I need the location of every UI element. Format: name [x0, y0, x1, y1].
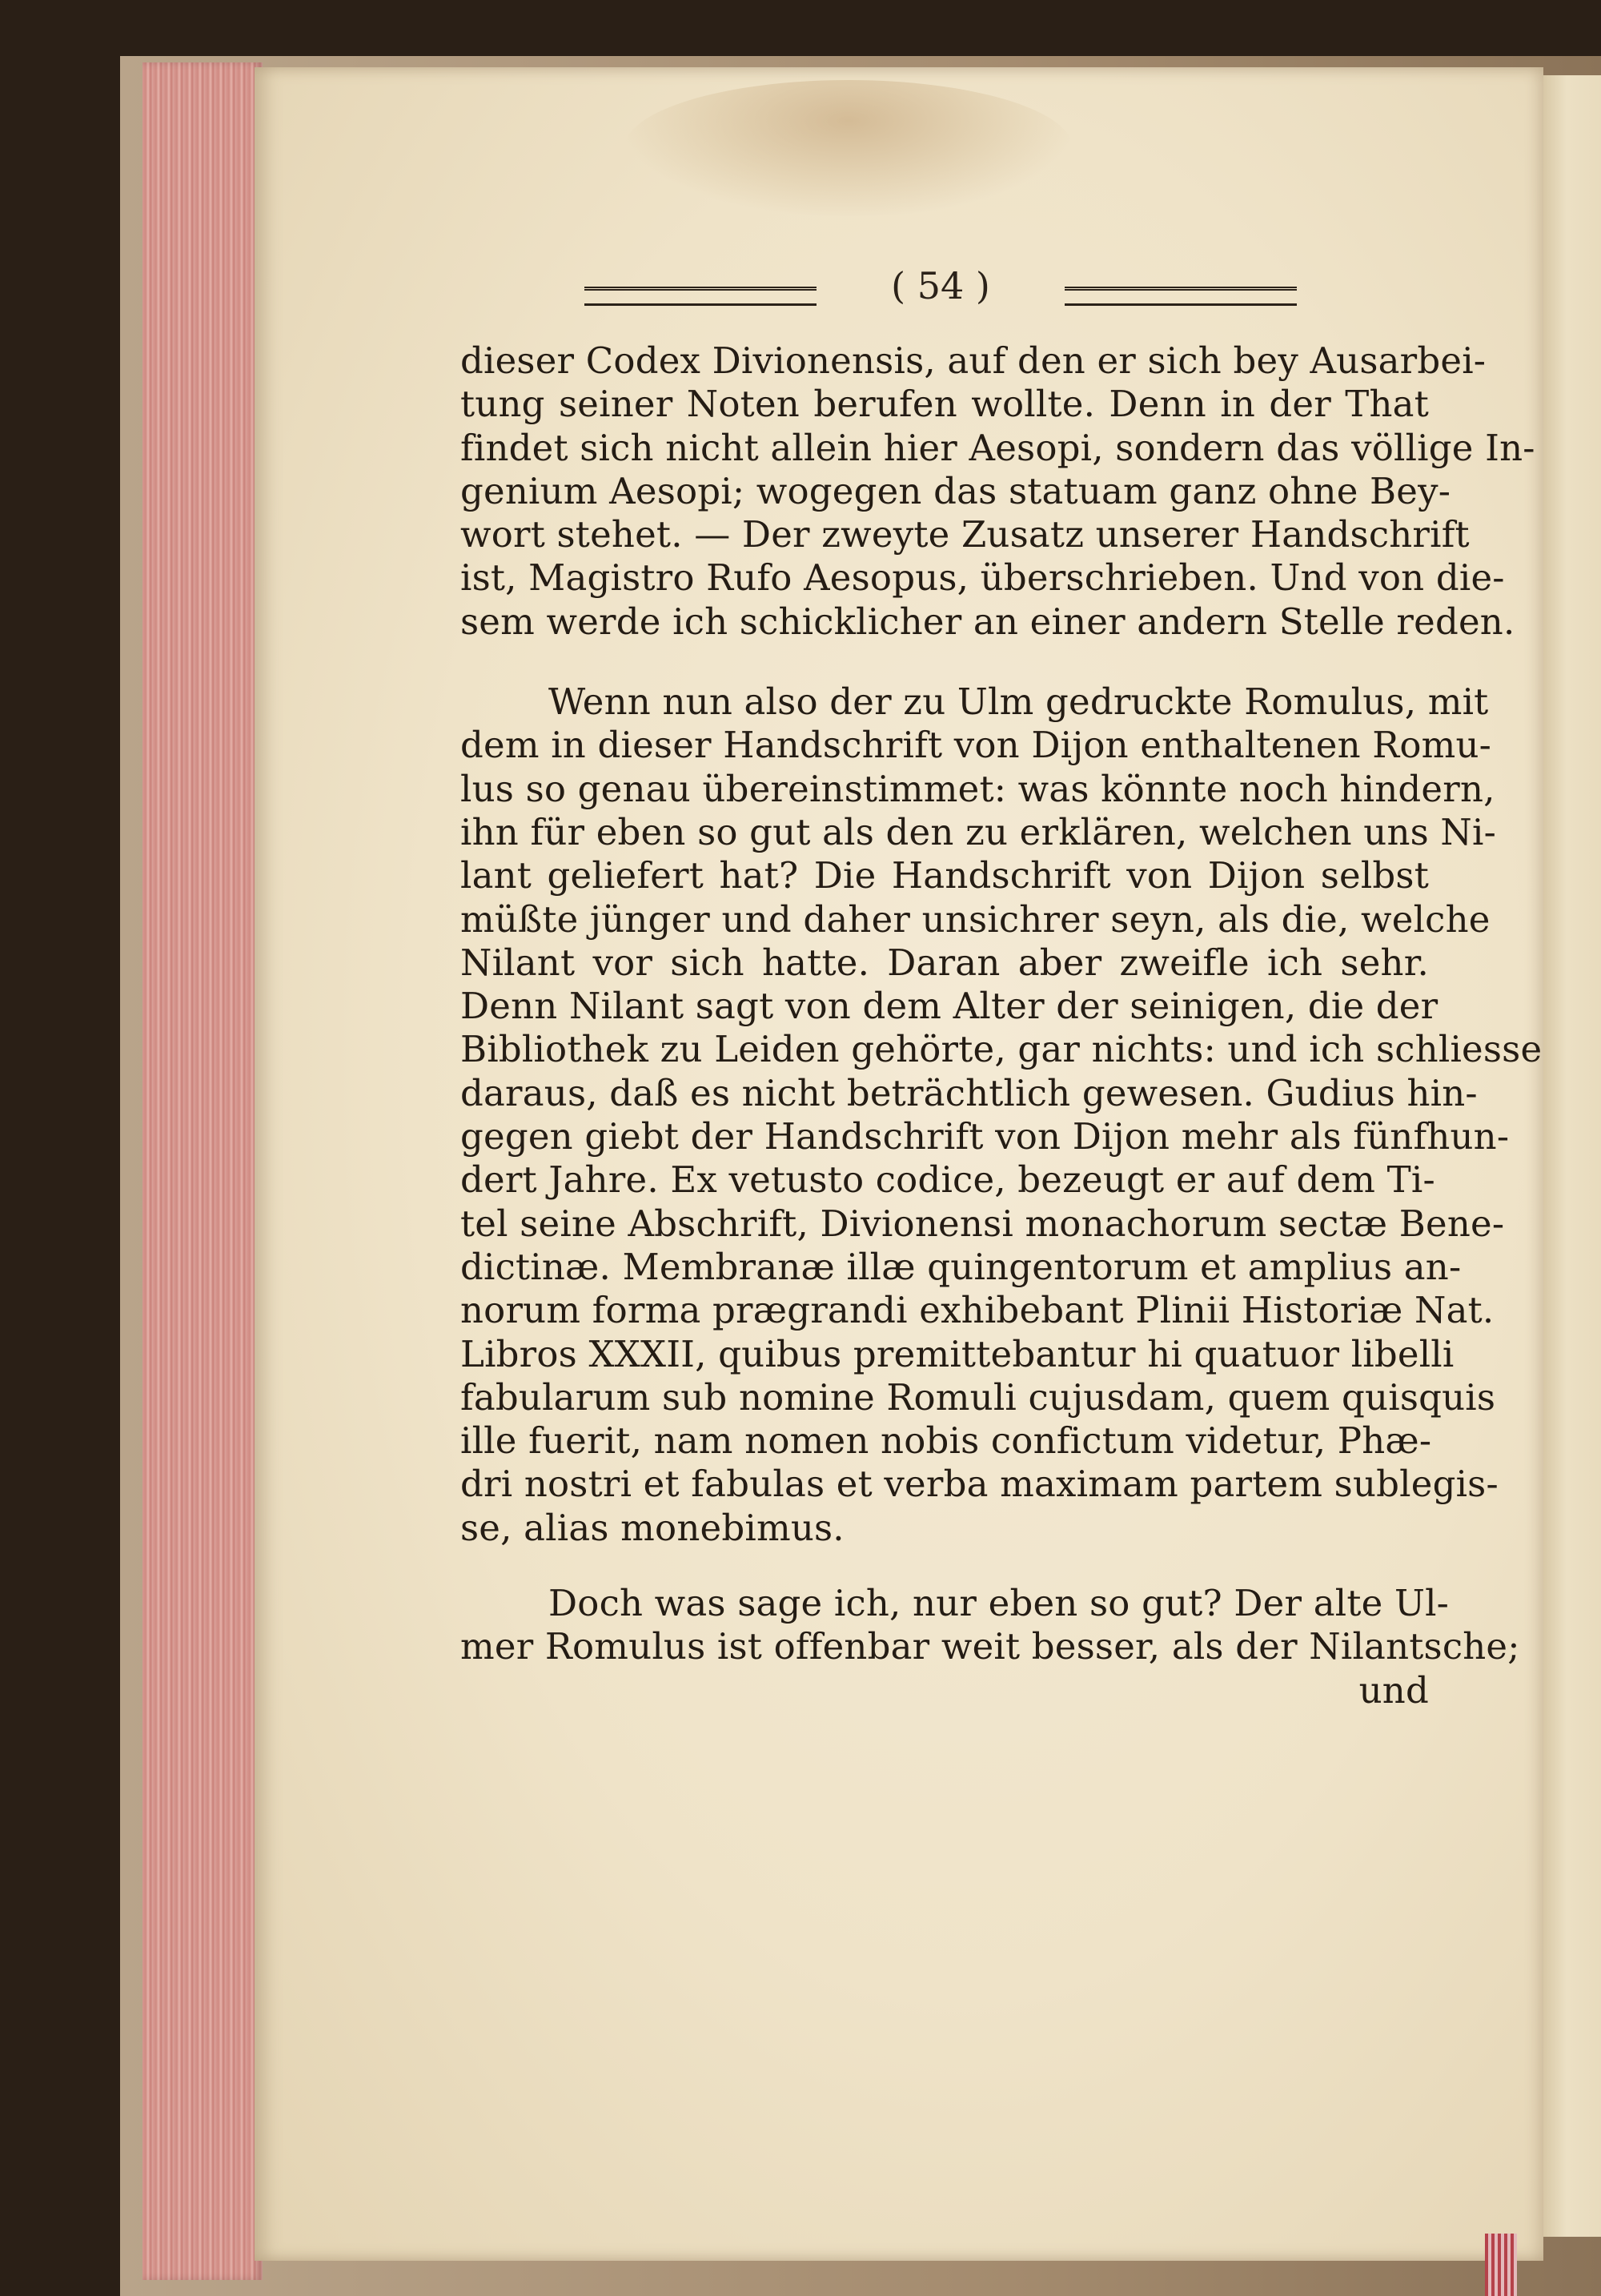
- body-text: [460, 339, 1543, 1712]
- paragraph: [460, 680, 1543, 1550]
- text-line: mer Romulus ist offenbar weit besser, als der Nilantsche;: [460, 1625, 1520, 1668]
- text-line: Denn Nilant sagt von dem Alter der seinigen, die der: [460, 985, 1438, 1028]
- text-line: findet sich nicht allein hier Aesopi, sondern das völlige In-: [460, 426, 1535, 469]
- text-line: fabularum sub nomine Romuli cujusdam, quem quisquis: [460, 1375, 1496, 1419]
- header-rule-right: [1065, 287, 1297, 306]
- text-line: sem werde ich schicklicher an einer andern Stelle reden.: [460, 600, 1515, 643]
- text-line: tel seine Abschrift, Divionensi monachorum sectæ Bene-: [460, 1202, 1505, 1245]
- text-line: Nilant vor sich hatte. Daran aber zweifle ich sehr.: [460, 941, 1429, 984]
- text-line: dem in dieser Handschrift von Dijon enthaltenen Romu-: [460, 724, 1492, 767]
- text-line: Wenn nun also der zu Ulm gedruckte Romulus, mit: [548, 680, 1489, 724]
- paragraph: [460, 339, 1535, 644]
- adjacent-page-edge: [1543, 75, 1601, 2237]
- text-line: Doch was sage ich, nur eben so gut? Der alte Ul-: [548, 1582, 1450, 1625]
- text-line: dert Jahre. Ex vetusto codice, bezeugt er auf dem Ti-: [460, 1158, 1435, 1202]
- text-line: daraus, daß es nicht beträchtlich gewesen. Gudius hin-: [460, 1071, 1478, 1114]
- text-line: müßte jünger und daher unsichrer seyn, als die, welche: [460, 897, 1491, 941]
- text-line: ist, Magistro Rufo Aesopus, überschrieben. Und von die-: [460, 556, 1505, 600]
- text-line: dieser Codex Divionensis, auf den er sich bey Ausarbei-: [460, 339, 1487, 382]
- text-line: lus so genau übereinstimmet: was könnte noch hindern,: [460, 767, 1495, 810]
- text-line: genium Aesopi; wogegen das statuam ganz ohne Bey-: [460, 469, 1451, 512]
- text-line: dictinæ. Membranæ illæ quingentorum et amplius an-: [460, 1245, 1462, 1288]
- ribbon-bookmark: [1485, 2234, 1517, 2296]
- text-line: gegen giebt der Handschrift von Dijon mehr als fünfhun-: [460, 1115, 1510, 1158]
- text-line: dri nostri et fabulas et verba maximam partem sublegis-: [460, 1463, 1499, 1506]
- paragraph: [460, 1582, 1520, 1669]
- text-line: ihn für eben so gut als den zu erklären, welchen uns Ni-: [460, 810, 1497, 853]
- text-line: Libros XXXII, quibus premittebantur hi quatuor libelli: [460, 1332, 1455, 1375]
- text-line: ille fuerit, nam nomen nobis confictum videtur, Phæ-: [460, 1419, 1432, 1463]
- text-line: tung seiner Noten berufen wollte. Denn in der That: [460, 383, 1429, 426]
- page-number: ( 54 ): [891, 264, 990, 307]
- page-block-edges: [142, 62, 263, 2280]
- page-header: [584, 264, 1297, 328]
- text-line: norum forma prægrandi exhibebant Plinii Historiæ Nat.: [460, 1289, 1495, 1332]
- text-line: lant geliefert hat? Die Handschrift von Dijon selbst: [460, 854, 1429, 897]
- catchword: und: [1358, 1668, 1429, 1712]
- text-line: Bibliothek zu Leiden gehörte, gar nichts: und ich schliesse: [460, 1028, 1543, 1071]
- page-stain: [624, 80, 1073, 216]
- text-line: wort stehet. — Der zweyte Zusatz unserer Handschrift: [460, 513, 1470, 556]
- text-line: se, alias monebimus.: [460, 1506, 845, 1549]
